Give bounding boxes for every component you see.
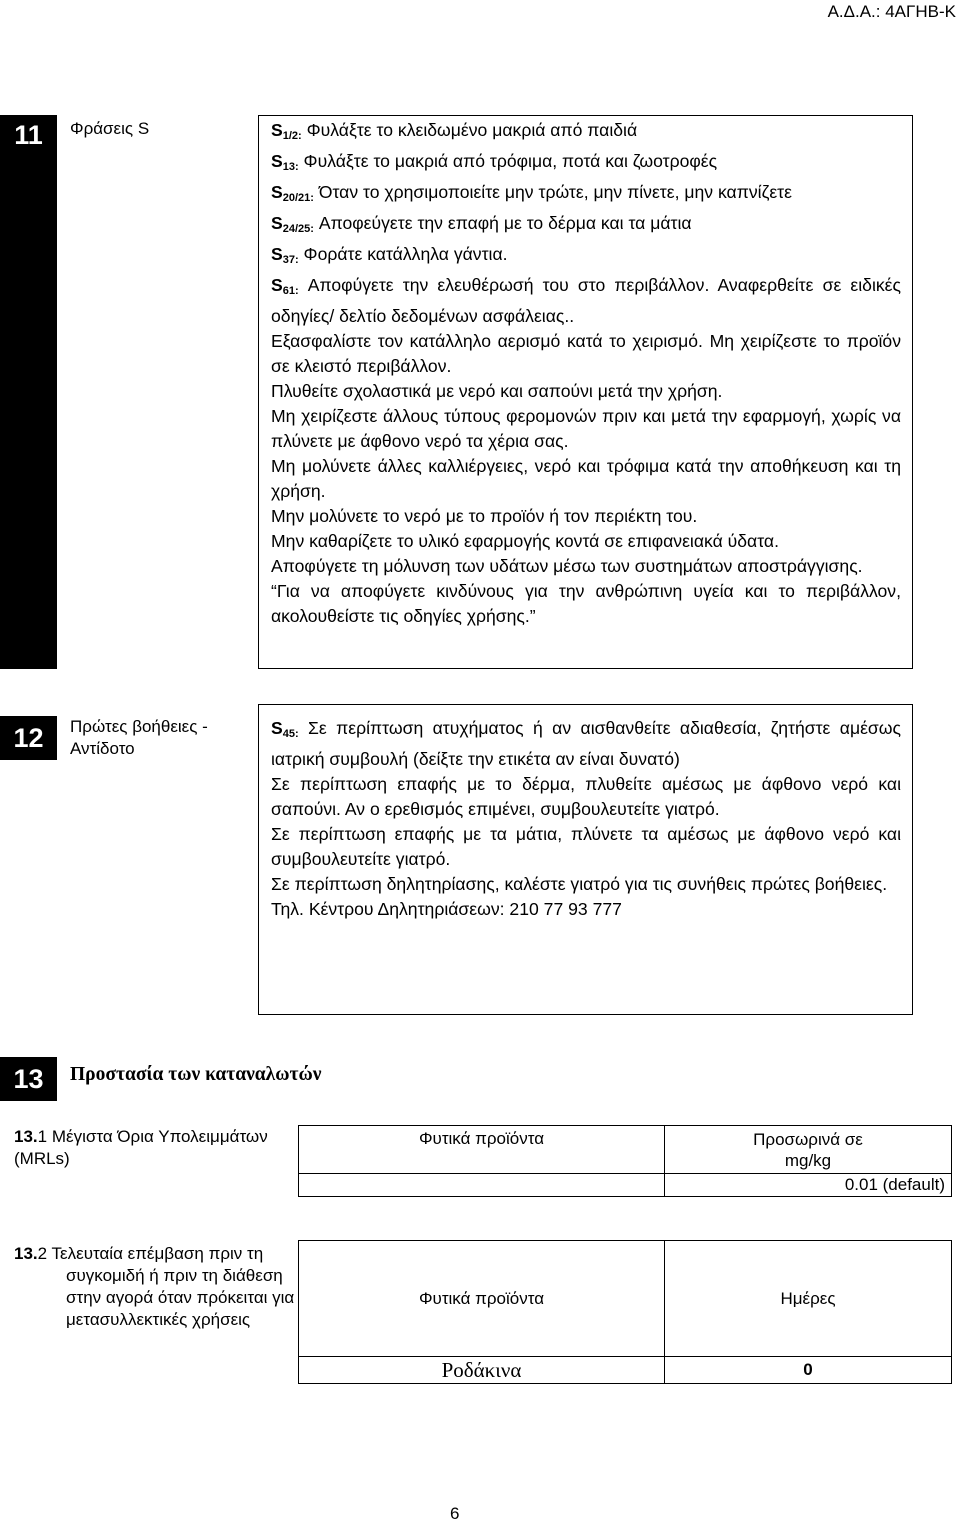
first-aid-paragraph: Σε περίπτωση επαφής με το δέρμα, πλυθείτε αμέσως με άφθονο νερό και σαπούνι. Αν ο ερεθισμός επιμένει, συμβουλευτείτε γιατρό. <box>271 774 901 819</box>
mrl-product-cell <box>299 1174 665 1197</box>
s-code: $S_{20/21:}$ <box>271 182 314 204</box>
instruction-paragraph: Μην καθαρίζετε το υλικό εφαρμογής κοντά σε επιφανειακά ύδατα. <box>271 531 779 551</box>
s-code: $S_{61:}$ <box>271 275 299 297</box>
mrl-default-value: 0.01 (default) <box>665 1174 952 1197</box>
page-number: 6 <box>450 1504 460 1523</box>
s-phrase: $S_{37:}$ Φοράτε κατάλληλα γάντια. <box>271 244 508 266</box>
s-code: $S_{37:}$ <box>271 244 299 266</box>
phi-crop: Ροδάκινα <box>299 1357 665 1384</box>
mrl-col-limit <box>665 1126 952 1174</box>
section-label-11: Φράσεις S <box>70 119 150 138</box>
s-phrase: $S_{61:}$ Αποφύγετε την ελευθέρωσή του στο περιβάλλον. Αναφερθείτε σε ειδικές οδηγίες/ δελτίο δεδομένων ασφάλειας.. <box>271 275 901 326</box>
s-code: $S_{24/25:}$ <box>271 213 314 235</box>
s-phrase: $S_{20/21:}$ Όταν το χρησιμοποιείτε μην τρώτε, μην πίνετε, μην καπνίζετε <box>271 182 792 204</box>
section-label-12: Πρώτες βοήθειες - Αντίδοτο <box>70 717 208 758</box>
phi-days-value: 0 <box>665 1357 952 1384</box>
instruction-paragraph: Μη μολύνετε άλλες καλλιέργειες, νερό και τρόφιμα κατά την αποθήκευση και τη χρήση. <box>271 456 901 501</box>
poison-center-phone: Τηλ. Κέντρου Δηλητηριάσεων: 210 77 93 777 <box>271 899 622 919</box>
phi-col-products: Φυτικά προϊόντα <box>299 1241 665 1357</box>
subsection-number: 13. <box>14 1244 38 1263</box>
document-code: Α.Δ.Α.: 4ΑΓΗΒ-Κ <box>827 2 956 21</box>
s-code: $S_{1/2:}$ <box>271 120 302 142</box>
first-aid-paragraph: Σε περίπτωση δηλητηρίασης, καλέστε γιατρό για τις συνήθεις πρώτες βοήθειες. <box>271 874 888 894</box>
phi-table <box>298 1240 952 1384</box>
first-aid-paragraph: Σε περίπτωση επαφής με τα μάτια, πλύνετε τα αμέσως με άφθονο νερό και συμβουλευτείτε γιατρό. <box>271 824 901 869</box>
subsection-13-1-label <box>14 1126 284 1170</box>
section-number-13: 13 <box>0 1057 57 1101</box>
s-code: $S_{45:}$ <box>271 718 299 740</box>
subsection-number-rest: 2 <box>37 1244 48 1263</box>
s-phrase: $S_{1/2:}$ Φυλάξτε το κλειδωμένο μακριά από παιδιά <box>271 120 638 142</box>
instruction-paragraph: Εξασφαλίστε τον κατάλληλο αερισμό κατά το χειρισμό. Μη χειρίζεστε το προϊόν σε κλειστό περιβάλλον. <box>271 331 901 376</box>
section-11-text <box>271 118 901 629</box>
section-number-11: 11 <box>0 115 57 669</box>
s-code: $S_{13:}$ <box>271 151 299 173</box>
instruction-paragraph: “Για να αποφύγετε κινδύνους για την ανθρώπινη υγεία και το περιβάλλον, ακολουθείστε τις οδηγίες χρήσης.” <box>271 581 901 626</box>
section-title-13: Προστασία των καταναλωτών <box>70 1064 322 1085</box>
subsection-text <box>14 1243 296 1331</box>
subsection-title: Τελευταία επέμβαση πριν τη συγκομιδή ή πριν τη διάθεση στην αγορά όταν πρόκειται για μετασυλλεκτικές χρήσεις <box>47 1244 295 1329</box>
section-12-text <box>271 716 901 922</box>
mrl-table <box>298 1125 952 1197</box>
s-phrase: $S_{24/25:}$ Αποφεύγετε την επαφή με το δέρμα και τα μάτια <box>271 213 692 235</box>
mrl-col-products: Φυτικά προϊόντα <box>299 1126 665 1174</box>
s-phrase: $S_{13:}$ Φυλάξτε το μακριά από τρόφιμα, ποτά και ζωοτροφές <box>271 151 718 173</box>
instruction-paragraph: Αποφύγετε τη μόλυνση των υδάτων μέσω των συστημάτων αποστράγγισης. <box>271 556 863 576</box>
phi-col-days: Ημέρες <box>665 1241 952 1357</box>
subsection-13-2-label <box>14 1243 294 1331</box>
subsection-number: 13. <box>14 1127 38 1146</box>
section-number-12: 12 <box>0 716 57 760</box>
s-phrase: $S_{45:}$ Σε περίπτωση ατυχήματος ή αν αισθανθείτε αδιαθεσία, ζητήστε αμέσως ιατρική συμβουλή (δείξτε την ετικέτα αν είναι δυνατό) <box>271 718 901 769</box>
subsection-number-rest: 1 <box>37 1127 48 1146</box>
instruction-paragraph: Μη χειρίζεστε άλλους τύπους φερομονών πριν και μετά την εφαρμογή, χωρίς να πλύνετε με άφθονο νερό τα χέρια σας. <box>271 406 901 451</box>
mrl-col-limit-label: Προσωρινά σε mg/kg <box>753 1130 863 1170</box>
instruction-paragraph: Πλυθείτε σχολαστικά με νερό και σαπούνι μετά την χρήση. <box>271 381 723 401</box>
subsection-title: Μέγιστα Όρια Υπολειμμάτων (MRLs) <box>14 1127 268 1168</box>
instruction-paragraph: Μην μολύνετε το νερό με το προϊόν ή τον περιέκτη του. <box>271 506 698 526</box>
